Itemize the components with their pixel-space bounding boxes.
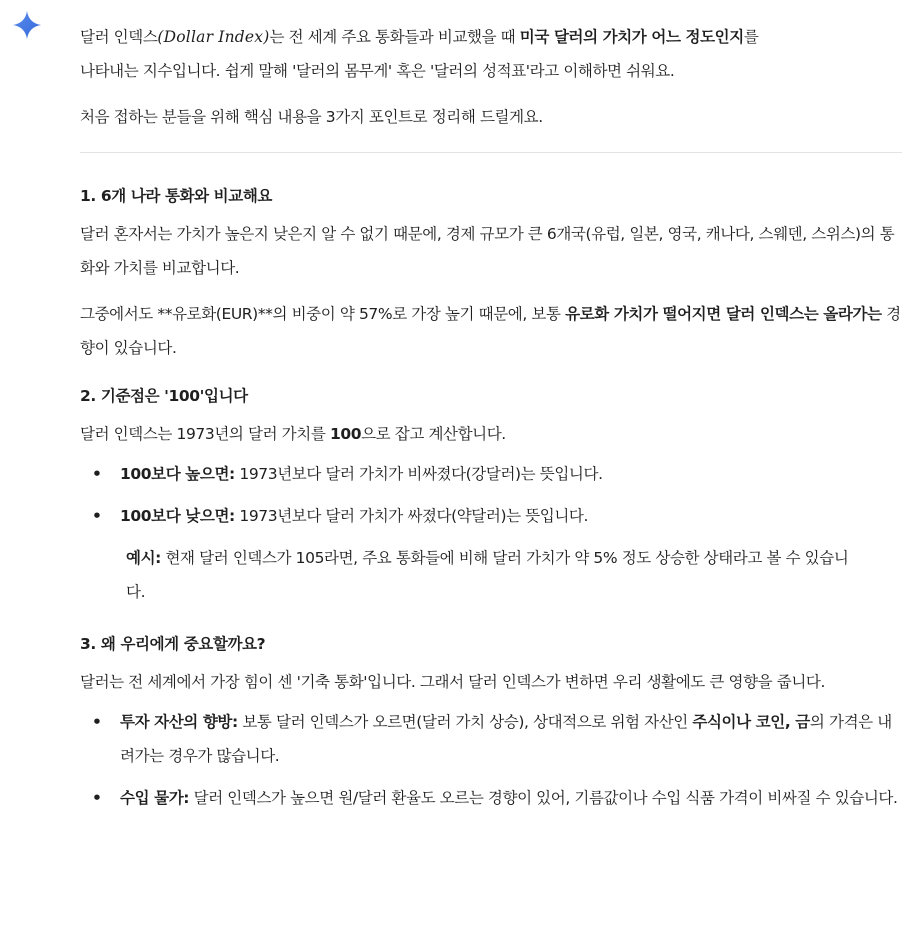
paragraph-text: 경향이 있습니다.: [80, 305, 901, 357]
list-item: [80, 499, 902, 533]
list-item-text: 달러 인덱스가 높으면 원/달러 환율도 오르는 경향이 있어, 기름값이나 수입 식품 가격이 비싸질 수 있습니다.: [189, 789, 898, 807]
paragraph-text: 그중에서도 **유로화(EUR)**의 비중이 약 57%로 가장 높기 때문에, 보통: [80, 305, 566, 323]
section-1-paragraph: 달러 혼자서는 가치가 높은지 낮은지 알 수 없기 때문에, 경제 규모가 큰 6개국(유럽, 일본, 영국, 캐나다, 스웨덴, 스위스)의 통화와 가치를 비교합니다.: [80, 225, 895, 277]
list-item-bold: 100보다 높으면:: [120, 465, 235, 483]
list-item: [80, 457, 902, 491]
intro-text: 는 전 세계 주요 통화들과 비교했을 때: [269, 28, 520, 46]
example-text: 현재 달러 인덱스가 105라면, 주요 통화들에 비해 달러 가치가 약 5% 정도 상승한 상태라고 볼 수 있습니다.: [126, 549, 849, 601]
section-2-bullet-list: [80, 457, 902, 533]
list-item-bold: 수입 물가:: [120, 789, 190, 807]
intro-text: 를: [743, 28, 759, 46]
section-1-paragraph-2: [80, 297, 902, 365]
section-3-heading: 3. 왜 우리에게 중요할까요?: [80, 635, 266, 653]
intro-text: 달러 인덱스: [80, 28, 158, 46]
intro-text-line2: 나타내는 지수입니다. 쉽게 말해 '달러의 몸무게' 혹은 '달러의 성적표'라고 이해하면 쉬워요.: [80, 62, 675, 80]
list-item: [80, 705, 902, 773]
list-item: [80, 781, 902, 815]
gemini-sparkle-icon: [12, 10, 42, 40]
dollar-index-formula: (Dollar Index): [157, 28, 270, 46]
bullet-icon: •: [92, 465, 102, 483]
list-item-bold: 주식이나 코인, 금: [692, 713, 810, 731]
bullet-icon: •: [92, 713, 102, 731]
response-content: [80, 20, 902, 823]
list-item-bold: 투자 자산의 향방:: [120, 713, 238, 731]
list-item-bold: 100보다 낮으면:: [120, 507, 235, 525]
list-item-text: 의 가격은 내려가는 경우가 많습니다.: [120, 713, 892, 765]
section-3-paragraph: 달러는 전 세계에서 가장 힘이 센 '기축 통화'입니다. 그래서 달러 인덱스가 변하면 우리 생활에도 큰 영향을 줍니다.: [80, 673, 825, 691]
example-label: 예시:: [126, 549, 161, 567]
bullet-icon: •: [92, 789, 102, 807]
intro-paragraph: [80, 20, 902, 88]
list-item-text: 1973년보다 달러 가치가 싸졌다(약달러)는 뜻입니다.: [234, 507, 589, 525]
example-note: [120, 541, 866, 609]
paragraph-text: 달러 인덱스는 1973년의 달러 가치를: [80, 425, 330, 443]
section-2-paragraph: [80, 417, 902, 451]
section-1-heading: 1. 6개 나라 통화와 비교해요: [80, 187, 272, 205]
section-3-bullet-list: [80, 705, 902, 815]
list-item-text: 1973년보다 달러 가치가 비싸졌다(강달러)는 뜻입니다.: [234, 465, 603, 483]
intro-bold-text: 미국 달러의 가치가 어느 정도인지: [519, 28, 744, 46]
intro-summary: 처음 접하는 분들을 위해 핵심 내용을 3가지 포인트로 정리해 드릴게요.: [80, 108, 543, 126]
paragraph-bold-text: 유로화 가치가 떨어지면 달러 인덱스는 올라가는: [565, 305, 882, 323]
paragraph-text: 으로 잡고 계산합니다.: [361, 425, 506, 443]
bullet-icon: •: [92, 507, 102, 525]
list-item-text: 보통 달러 인덱스가 오르면(달러 가치 상승), 상대적으로 위험 자산인: [237, 713, 693, 731]
section-2-heading: 2. 기준점은 '100'입니다: [80, 387, 248, 405]
divider: [80, 152, 902, 153]
paragraph-bold-text: 100: [329, 425, 362, 443]
